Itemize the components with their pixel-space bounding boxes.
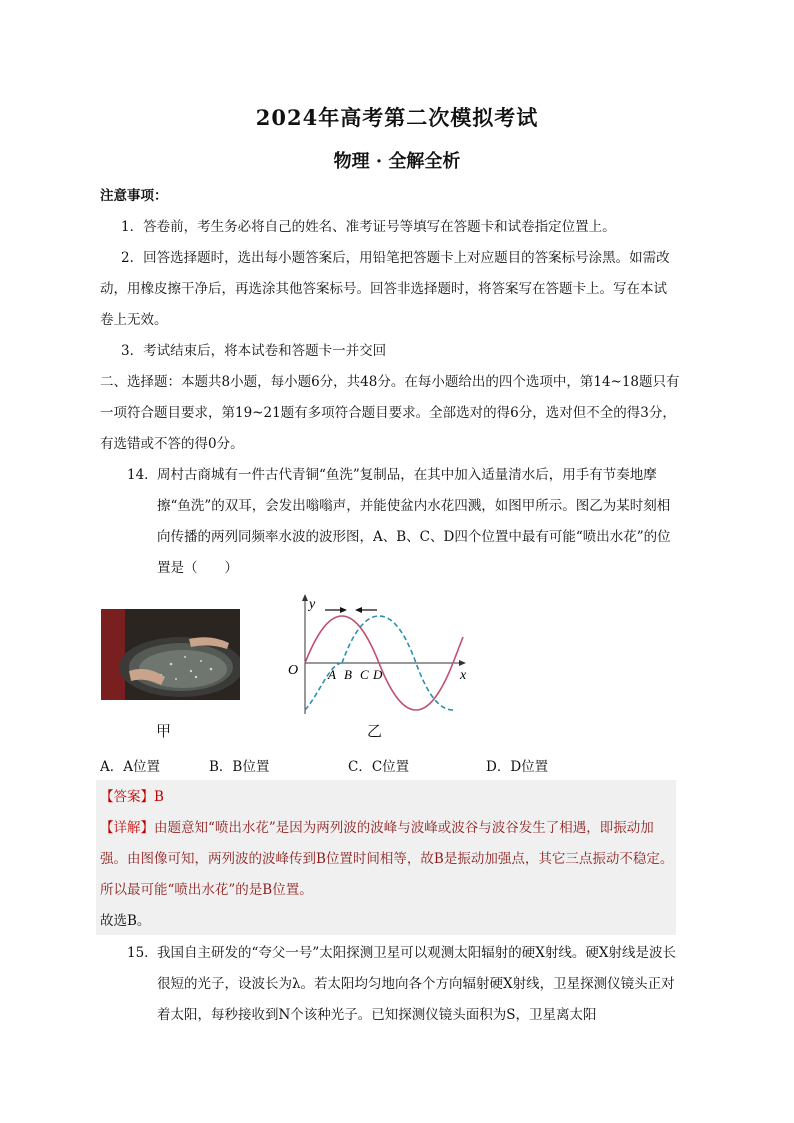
- conclusion: 故选B。: [100, 913, 151, 929]
- notice-item-2: 2．回答选择题时，选出每小题答案后，用铅笔把答题卡上对应题目的答案标号涂黑。如需改动，用橡皮擦干净后，再选涂其他答案标号。回答非选择题时，将答案写在答题卡上。写在本试卷上无效。: [100, 250, 670, 328]
- detail-label: 【详解】: [100, 820, 154, 836]
- left-arrow-head: [355, 607, 362, 613]
- x-axis-arrow: [459, 660, 466, 666]
- question-number: 14．: [127, 467, 158, 483]
- answer-value: B: [154, 789, 164, 805]
- point-b-label: B: [344, 667, 352, 682]
- fish-basin-photo: [101, 609, 240, 700]
- notice-heading: 注意事项：: [100, 188, 168, 204]
- caption-yi: 乙: [367, 722, 383, 740]
- question-15: [127, 938, 677, 1031]
- detail-text: 由题意知“喷出水花”是因为两列波的波峰与波峰或波谷与波谷发生了相遇，即振动加强。由图像可知，两列波的波峰传到B位置时间相等，故B是振动加强点，其它三点振动不稳定。所以最可能“喷出水花”的是B位置。: [100, 820, 674, 898]
- answer-label: 【答案】: [100, 789, 154, 805]
- point-a-label: A: [328, 667, 336, 682]
- notice-item-1: 1．答卷前，考生务必将自己的姓名、准考证号等填写在答题卡和试卷指定位置上。: [121, 219, 616, 235]
- detail-block: [100, 813, 680, 906]
- exam-subtitle: 物理 · 全解全析: [333, 151, 461, 172]
- y-label: y: [309, 597, 316, 612]
- wave-graph: [285, 592, 485, 717]
- point-c-label: C: [360, 667, 369, 682]
- origin-label: O: [288, 663, 299, 678]
- question-text: 我国自主研发的“夸父一号”太阳探测卫星可以观测太阳辐射的硬X射线。硬X射线是波长很短的光子，设波长为λ。若太阳均匀地向各个方向辐射硬X射线，卫星探测仪镜头正对着太阳，每秒接收到N个该种光子。已知探测仪镜头面积为S，卫星离太阳: [157, 945, 677, 1023]
- option-d: D．D位置: [486, 759, 549, 775]
- notice-item-3: 3．考试结束后，将本试卷和答题卡一并交回: [121, 343, 387, 359]
- option-c: C．C位置: [348, 759, 410, 775]
- question-text: 周村古商城有一件古代青铜“鱼洗”复制品，在其中加入适量清水后，用手有节奏地摩擦“鱼洗”的双耳，会发出嗡嗡声，并能使盆内水花四溅，如图甲所示。图乙为某时刻相向传播的两列同频率水波的波形图，A、B、C、D四个位置中最有可能“喷出水花”的位置是（ ）: [157, 467, 671, 576]
- section-instructions: 二、选择题：本题共8小题，每小题6分，共48分。在每小题给出的四个选项中，第14~18题只有一项符合题目要求，第19~21题有多项符合题目要求。全部选对的得6分，选对但不全的得3分，有选错或不答的得0分。: [100, 374, 680, 452]
- question-14: [127, 460, 677, 584]
- option-b: B．B位置: [209, 759, 270, 775]
- x-label: x: [460, 668, 467, 683]
- point-d-label: D: [373, 667, 383, 682]
- option-a: A．A位置: [100, 759, 160, 775]
- question-number: 15．: [127, 945, 158, 961]
- exam-title: 2024年高考第二次模拟考试: [255, 105, 539, 130]
- right-arrow-head: [340, 607, 347, 613]
- answer-line: [100, 782, 680, 813]
- y-axis-arrow: [302, 594, 308, 601]
- caption-jia: 甲: [156, 722, 172, 740]
